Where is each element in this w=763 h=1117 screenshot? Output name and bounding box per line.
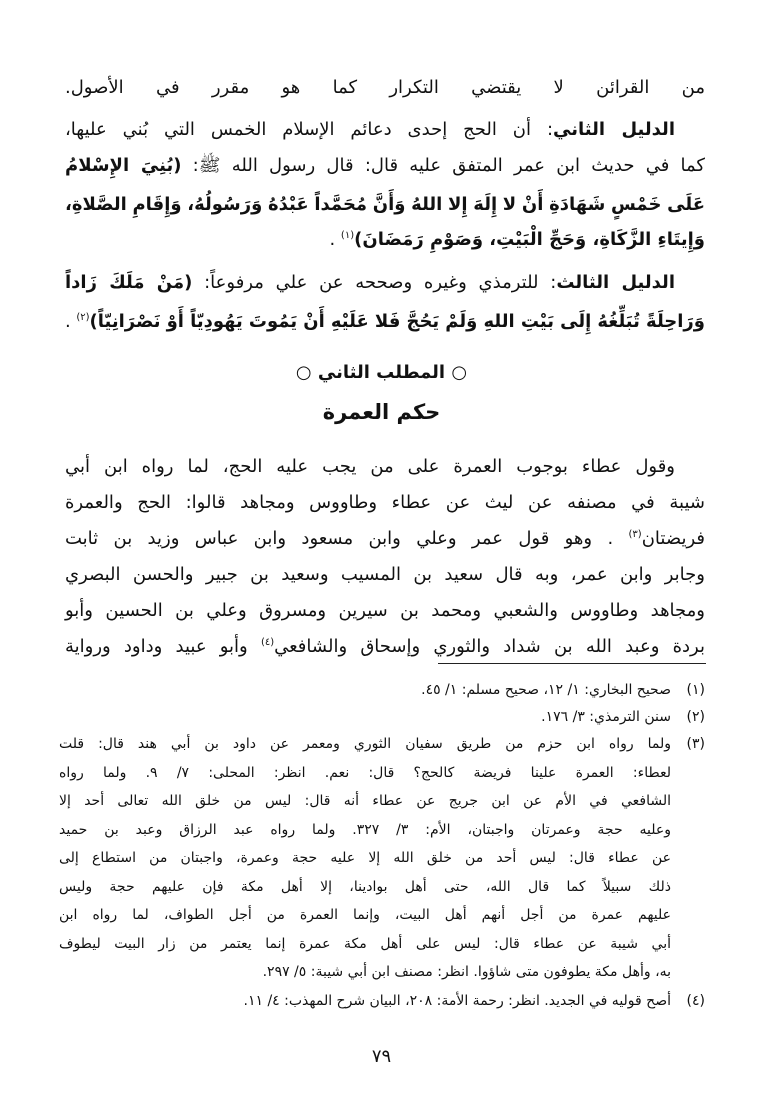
text-segment: . bbox=[65, 311, 77, 332]
text-segment: شيبة في مصنفه عن ليث عن عطاء وطاووس ومجاهد قالوا: الحج والعمرة bbox=[65, 492, 705, 513]
text-line bbox=[65, 454, 705, 480]
footnote-ref: (٣) bbox=[628, 529, 642, 540]
subheading-text: المطلب الثاني bbox=[317, 362, 446, 383]
text-segment: . bbox=[329, 229, 341, 250]
text-segment: فريضتان bbox=[641, 528, 705, 549]
subheading bbox=[0, 362, 763, 383]
text-line bbox=[65, 192, 705, 218]
text-line bbox=[65, 75, 705, 101]
bold-label: الدليل الثاني bbox=[553, 119, 675, 140]
page-number: ٧٩ bbox=[371, 1046, 392, 1067]
footnote-ref: (٤) bbox=[260, 637, 275, 648]
circle-marker-icon: ○ bbox=[451, 362, 468, 383]
text-segment: وقول عطاء بوجوب العمرة على من يجب عليه الحج، لما رواه ابن أبي bbox=[65, 456, 675, 477]
text-line bbox=[65, 117, 705, 143]
footnote-divider bbox=[438, 663, 706, 664]
text-line bbox=[65, 598, 705, 624]
footnote-line: به، وأهل مكة يطوفون متى شاؤوا. انظر: مصنف ابن أبي شيبة: ٥/ ٢٩٧. bbox=[262, 964, 671, 980]
footnote-line: سنن الترمذي: ٣/ ١٧٦. bbox=[541, 709, 671, 725]
text-segment: ومجاهد وطاووس والشعبي ومحمد بن سيرين ومسروق وعلي بن الحسين وأبو bbox=[65, 600, 705, 621]
text-segment: كما في حديث ابن عمر المتفق عليه قال: قال رسول الله ﷺ: bbox=[181, 155, 705, 176]
footnote-line: أصح قوليه في الجديد. انظر: رحمة الأمة: ٢٠٨، البيان شرح المهذب: ٤/ ١١. bbox=[243, 992, 671, 1009]
text-line bbox=[65, 309, 705, 335]
text-line bbox=[65, 490, 705, 516]
footnote-line: عن عطاء قال: ليس أحد من خلق الله إلا عليه حجة وعمرة، واجبتان من استطاع إلى bbox=[59, 850, 671, 866]
text-segment: وأبو عبيد وداود ورواية bbox=[65, 636, 261, 657]
text-line bbox=[65, 526, 705, 552]
text-line bbox=[65, 634, 705, 660]
footnote-number: (٤) bbox=[686, 992, 705, 1009]
hadith-quote: وَإِيتَاءِ الزَّكَاةِ، وَحَجِّ الْبَيْتِ، وَصَوْمِ رَمَضَانَ) bbox=[354, 229, 705, 250]
footnote-number: (٣) bbox=[686, 736, 705, 752]
text-segment: : أن الحج إحدى دعائم الإسلام الخمس التي بُني عليها، bbox=[65, 119, 554, 140]
footnote-line: صحيح البخاري: ١/ ١٢، صحيح مسلم: ١/ ٤٥. bbox=[421, 682, 671, 698]
hadith-quote: وَرَاحِلَةً تُبَلِّغُهُ إِلَى بَيْتِ اللهِ وَلَمْ يَحُجَّ فَلا عَلَيْهِ أَنْ يَمُوتَ يَهُودِيّاً أَوْ نَصْرَانِيّاً) bbox=[89, 311, 705, 332]
text-segment: . وهو قول عمر وعلي وابن مسعود وابن عباس وزيد بن ثابت bbox=[65, 528, 629, 549]
text-line bbox=[65, 562, 705, 588]
hadith-quote: (مَنْ مَلَكَ زَاداً bbox=[65, 272, 193, 293]
footnote-line: ذلك سبيلاً كما قال الله، حتى أهل بوادينا، إلا أهل مكة فإن عليهم حجة وليس bbox=[59, 878, 671, 895]
text-line bbox=[65, 227, 705, 253]
text-segment: من القرائن لا يقتضي التكرار كما هو مقرر في الأصول. bbox=[65, 77, 705, 98]
footnote-line: وعليه حجة وعمرتان واجبتان، الأم: ٣/ ٣٢٧. ولما رواه عبد الرزاق وعبد بن حميد bbox=[59, 821, 671, 838]
hadith-quote: (بُنِيَ الإِسْلامُ bbox=[65, 155, 182, 176]
text-segment: : للترمذي وغيره وصححه عن علي مرفوعاً: bbox=[192, 272, 557, 293]
footnote-line: لعطاء: العمرة علينا فريضة كالحج؟ قال: نعم. انظر: المحلى: ٧/ ٩. ولما رواه bbox=[58, 764, 671, 781]
footnote-ref: (٢) bbox=[76, 312, 90, 323]
circle-marker-icon: ○ bbox=[295, 362, 312, 383]
text-segment: بردة وعبد الله بن شداد والثوري وإسحاق والشافعي bbox=[274, 636, 705, 657]
section-title: حكم العمرة bbox=[322, 400, 441, 424]
text-segment: وجابر وابن عمر، وبه قال سعيد بن المسيب وسعيد بن جبير والحسن البصري bbox=[65, 564, 705, 585]
footnote-ref: (١) bbox=[340, 230, 355, 241]
footnote-line: أبي شيبة عن عطاء قال: ليس على أهل مكة عمرة إنما يعتمر من زار البيت ليطوف bbox=[59, 935, 671, 952]
footnote-number: (١) bbox=[686, 682, 705, 698]
footnote-number: (٢) bbox=[686, 709, 705, 725]
footnote-line: الشافعي في الأم عن ابن جريج عن عطاء أنه قال: ليس من خلق الله تعالى أحد إلا bbox=[59, 793, 671, 809]
hadith-quote: عَلَى خَمْسٍ شَهَادَةِ أَنْ لا إِلَهَ إِلا اللهُ وَأَنَّ مُحَمَّداً عَبْدُهُ وَرَسُولُهُ، وَإِقَامِ الصَّلاةِ، bbox=[65, 194, 705, 215]
text-line bbox=[65, 153, 705, 179]
bold-label: الدليل الثالث bbox=[556, 272, 675, 293]
footnote-line: ولما رواه ابن حزم من طريق سفيان الثوري ومعمر عن داود بن أبي هند قال: قلت bbox=[59, 736, 671, 752]
text-line bbox=[65, 270, 705, 296]
footnote-line: عليهم عمرة من أجل أنهم أهل البيت، وإنما العمرة من أجل الطواف، لما رواه ابن bbox=[59, 907, 671, 923]
